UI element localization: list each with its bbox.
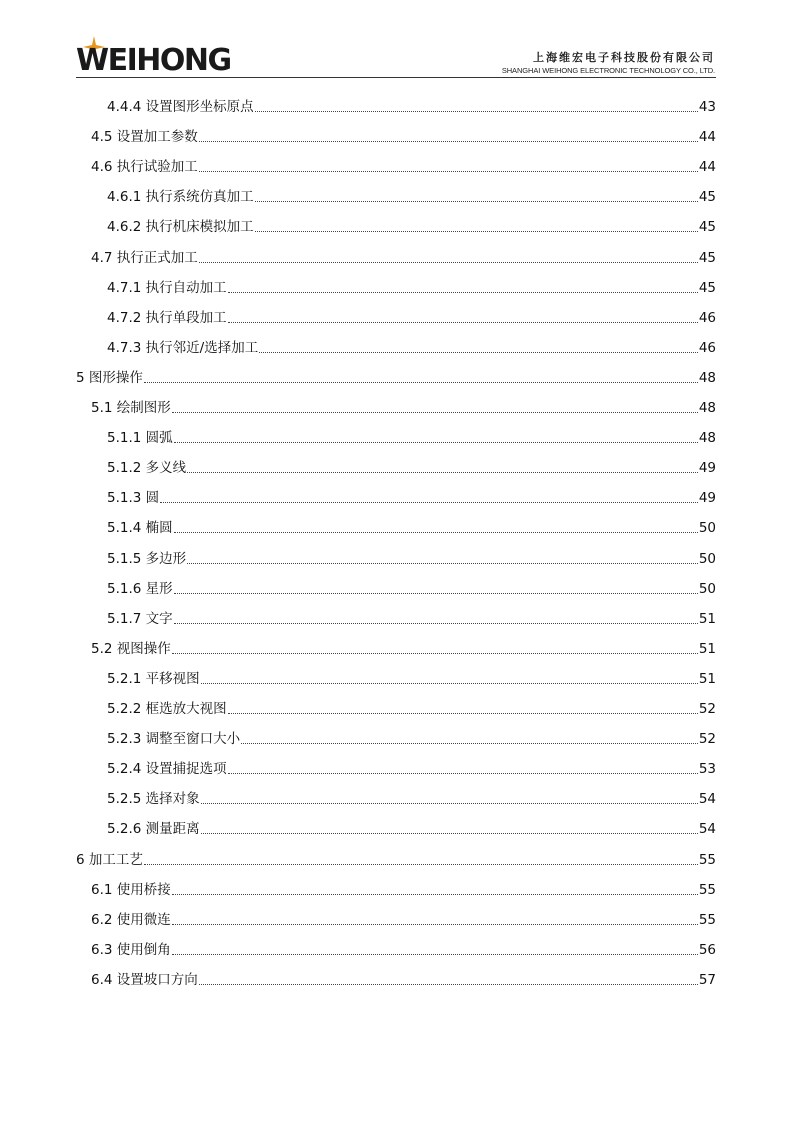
toc-page-number: 54 xyxy=(698,821,716,838)
toc-dot-leader xyxy=(255,111,698,112)
toc-entry-title: 4.6.2 执行机床模拟加工 xyxy=(107,219,254,236)
toc-entry-title: 4.7 执行正式加工 xyxy=(91,249,198,266)
toc-page-number: 45 xyxy=(698,219,716,236)
toc-page-number: 55 xyxy=(698,911,716,928)
toc-entry[interactable] xyxy=(91,879,716,899)
toc-entry[interactable] xyxy=(107,277,716,297)
toc-entry[interactable] xyxy=(107,728,716,748)
toc-entry-title: 4.6 执行试验加工 xyxy=(91,159,198,176)
toc-entry[interactable] xyxy=(91,156,716,176)
toc-page-number: 48 xyxy=(698,369,716,386)
toc-entry-title: 5.1.6 星形 xyxy=(107,580,173,597)
toc-page-number: 50 xyxy=(698,580,716,597)
toc-page-number: 45 xyxy=(698,189,716,206)
toc-entry-title: 5.2.4 设置捕捉选项 xyxy=(107,761,227,778)
toc-entry-title: 6 加工工艺 xyxy=(76,851,143,868)
toc-entry-title: 5.1.2 多义线 xyxy=(107,460,187,477)
toc-dot-leader xyxy=(199,171,698,172)
toc-entry[interactable] xyxy=(107,818,716,838)
toc-dot-leader xyxy=(199,262,698,263)
toc-entry-title: 6.2 使用微连 xyxy=(91,911,171,928)
toc-entry-title: 4.7.2 执行单段加工 xyxy=(107,309,227,326)
toc-dot-leader xyxy=(174,623,698,624)
toc-dot-leader xyxy=(172,924,698,925)
toc-entry-title: 6.1 使用桥接 xyxy=(91,881,171,898)
toc-dot-leader xyxy=(255,201,698,202)
toc-entry-title: 5.1.4 椭圆 xyxy=(107,520,173,537)
toc-dot-leader xyxy=(144,382,698,383)
toc-page-number: 44 xyxy=(698,159,716,176)
toc-dot-leader xyxy=(201,803,698,804)
toc-entry[interactable] xyxy=(107,578,716,598)
toc-entry[interactable] xyxy=(107,307,716,327)
toc-entry[interactable] xyxy=(107,548,716,568)
company-name-english: SHANGHAI WEIHONG ELECTRONIC TECHNOLOGY CO., LTD. xyxy=(501,66,715,75)
toc-entry-title: 5.2 视图操作 xyxy=(91,640,171,657)
toc-dot-leader xyxy=(174,442,698,443)
toc-entry[interactable] xyxy=(107,427,716,447)
toc-dot-leader xyxy=(187,563,698,564)
toc-entry[interactable] xyxy=(91,126,716,146)
toc-page-number: 43 xyxy=(698,99,716,115)
toc-dot-leader xyxy=(174,532,698,533)
toc-entry[interactable] xyxy=(107,517,716,537)
toc-page-number: 44 xyxy=(698,129,716,146)
toc-entry-title: 5.1.3 圆 xyxy=(107,490,160,507)
toc-entry-title: 4.6.1 执行系统仿真加工 xyxy=(107,189,254,206)
toc-entry[interactable] xyxy=(107,608,716,628)
toc-dot-leader xyxy=(172,954,698,955)
toc-page-number: 54 xyxy=(698,791,716,808)
toc-entry[interactable] xyxy=(107,788,716,808)
toc-dot-leader xyxy=(199,984,698,985)
toc-entry[interactable] xyxy=(107,216,716,236)
toc-entry[interactable] xyxy=(107,96,716,116)
toc-entry-title: 4.4.4 设置图形坐标原点 xyxy=(107,99,254,115)
toc-entry-title: 5.1.1 圆弧 xyxy=(107,430,173,447)
toc-entry-title: 5.2.3 调整至窗口大小 xyxy=(107,731,241,748)
toc-entry[interactable] xyxy=(107,698,716,718)
toc-page-number: 52 xyxy=(698,731,716,748)
toc-page-number: 49 xyxy=(698,490,716,507)
toc-page-number: 55 xyxy=(698,881,716,898)
toc-page-number: 53 xyxy=(698,761,716,778)
toc-entry-title: 6.4 设置坡口方向 xyxy=(91,971,198,988)
toc-dot-leader xyxy=(201,683,698,684)
toc-entry[interactable] xyxy=(91,939,716,959)
toc-page-number: 48 xyxy=(698,430,716,447)
toc-entry[interactable] xyxy=(91,969,716,989)
toc-entry[interactable] xyxy=(76,367,716,387)
toc-page-number: 50 xyxy=(698,520,716,537)
toc-entry-title: 6.3 使用倒角 xyxy=(91,941,171,958)
toc-page-number: 52 xyxy=(698,701,716,717)
toc-dot-leader xyxy=(187,472,698,473)
toc-page-number: 56 xyxy=(698,941,716,958)
company-logo: WEIHONG xyxy=(76,43,231,78)
toc-entry-title: 4.7.1 执行自动加工 xyxy=(107,279,227,296)
toc-dot-leader xyxy=(174,593,698,594)
toc-entry-title: 5.2.2 框选放大视图 xyxy=(107,701,227,717)
toc-page-number: 57 xyxy=(698,971,716,988)
toc-dot-leader xyxy=(172,412,698,413)
toc-entry-title: 5.2.1 平移视图 xyxy=(107,670,200,687)
toc-dot-leader xyxy=(160,502,698,503)
toc-page-number: 46 xyxy=(698,309,716,326)
toc-entry[interactable] xyxy=(107,186,716,206)
toc-entry[interactable] xyxy=(91,247,716,267)
toc-page-number: 51 xyxy=(698,640,716,657)
toc-page-number: 50 xyxy=(698,550,716,567)
toc-dot-leader xyxy=(241,743,698,744)
toc-entry-title: 4.7.3 执行邻近/选择加工 xyxy=(107,339,259,356)
toc-dot-leader xyxy=(255,231,698,232)
toc-page-number: 49 xyxy=(698,460,716,477)
toc-entry[interactable] xyxy=(91,638,716,658)
toc-entry[interactable] xyxy=(107,668,716,688)
toc-page-number: 51 xyxy=(698,610,716,627)
toc-dot-leader xyxy=(199,141,698,142)
toc-page-number: 46 xyxy=(698,339,716,356)
toc-entry-title: 5 图形操作 xyxy=(76,369,143,386)
toc-page-number: 48 xyxy=(698,400,716,416)
toc-entry[interactable] xyxy=(91,909,716,929)
toc-entry[interactable] xyxy=(107,487,716,507)
page-header xyxy=(0,0,793,80)
toc-entry-title: 4.5 设置加工参数 xyxy=(91,129,198,146)
toc-dot-leader xyxy=(259,352,698,353)
toc-page-number: 55 xyxy=(698,851,716,868)
toc-entry-title: 5.1.5 多边形 xyxy=(107,550,187,567)
toc-entry[interactable] xyxy=(107,337,716,357)
toc-dot-leader xyxy=(228,773,698,774)
toc-dot-leader xyxy=(144,864,698,865)
toc-page-number: 45 xyxy=(698,249,716,266)
toc-entry-title: 5.2.5 选择对象 xyxy=(107,791,200,808)
toc-dot-leader xyxy=(172,653,698,654)
toc-entry-title: 5.2.6 测量距离 xyxy=(107,821,200,838)
toc-dot-leader xyxy=(172,894,698,895)
toc-page-number: 51 xyxy=(698,670,716,687)
toc-dot-leader xyxy=(228,713,698,714)
toc-entry-title: 5.1.7 文字 xyxy=(107,610,173,627)
toc-entry[interactable] xyxy=(107,758,716,778)
toc-entry[interactable] xyxy=(76,849,716,869)
toc-entry[interactable] xyxy=(91,397,716,417)
header-divider xyxy=(76,77,716,78)
company-name-chinese: 上海维宏电子科技股份有限公司 xyxy=(533,51,715,64)
toc-page-number: 45 xyxy=(698,279,716,296)
toc-dot-leader xyxy=(228,322,698,323)
toc-dot-leader xyxy=(201,833,698,834)
toc-entry-title: 5.1 绘制图形 xyxy=(91,400,171,416)
toc-dot-leader xyxy=(228,292,698,293)
toc-entry[interactable] xyxy=(107,457,716,477)
